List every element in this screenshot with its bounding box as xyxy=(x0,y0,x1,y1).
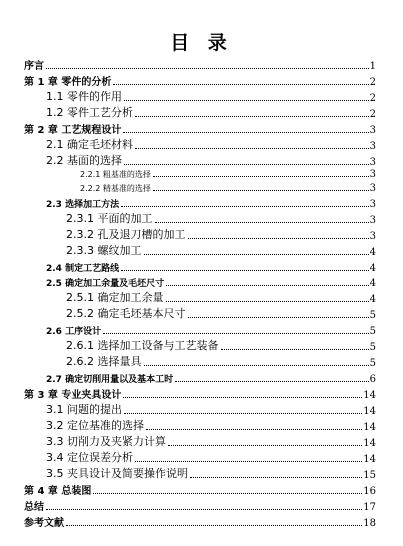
toc-entry-label: 2.4 制定工艺路线 xyxy=(46,264,120,274)
toc-entry-label: 第 3 章 专业夹具设计 xyxy=(24,390,122,401)
toc-entry-3-2[interactable] xyxy=(46,417,376,433)
toc-page-number: 14 xyxy=(363,422,376,433)
dot-leader xyxy=(166,300,369,302)
toc-page-number: 17 xyxy=(363,502,376,513)
toc-page-number: 5 xyxy=(369,310,376,321)
dot-leader xyxy=(135,460,362,462)
toc-entry-chapter-4[interactable] xyxy=(24,481,376,497)
toc-entry-label: 2.6.1 选择加工设备与工艺装备 xyxy=(66,339,219,352)
toc-entry-2-5[interactable] xyxy=(46,273,376,289)
toc-entry-1-2[interactable] xyxy=(46,104,376,120)
toc-page-number: 3 xyxy=(369,125,376,136)
dot-leader xyxy=(155,221,369,223)
toc-page-number: 5 xyxy=(369,342,376,353)
dot-leader xyxy=(113,83,368,85)
dot-leader xyxy=(103,332,369,334)
toc-entry-1-1[interactable] xyxy=(46,88,376,104)
toc-page-number: 5 xyxy=(369,326,376,337)
toc-entry-2-3[interactable] xyxy=(46,194,376,210)
dot-leader xyxy=(93,492,362,494)
toc-entry-label: 第 4 章 总装图 xyxy=(24,486,92,497)
toc-page-number: 3 xyxy=(369,231,376,242)
toc-entry-label: 2.5 确定加工余量及毛坯尺寸 xyxy=(46,279,165,289)
toc-entry-label: 2.6.2 选择量具 xyxy=(66,355,142,368)
dot-leader xyxy=(46,508,362,510)
toc-page-number: 3 xyxy=(369,183,376,194)
dot-leader xyxy=(135,115,369,117)
toc-entry-label: 2.5.2 确定毛坯基本尺寸 xyxy=(66,307,186,320)
toc-entry-chapter-1[interactable] xyxy=(24,72,376,88)
toc-entry-label: 3.3 切削力及夹紧力计算 xyxy=(46,435,166,448)
dot-leader xyxy=(124,163,369,165)
toc-page-number: 6 xyxy=(369,374,376,385)
toc-entry-label: 2.2.1 粗基准的选择 xyxy=(80,170,151,179)
dot-leader xyxy=(168,444,362,446)
toc-page-number: 5 xyxy=(369,358,376,369)
toc-entry-2-3-3[interactable] xyxy=(66,242,376,258)
dot-leader xyxy=(121,205,369,207)
dot-leader xyxy=(123,131,368,133)
toc-entry-3-5[interactable] xyxy=(46,465,376,481)
toc-entry-label: 序言 xyxy=(24,61,44,72)
toc-entry-2-2-1[interactable] xyxy=(80,166,376,180)
toc-entry-references[interactable] xyxy=(24,513,376,529)
toc-page-number: 3 xyxy=(369,141,376,152)
dot-leader xyxy=(188,316,369,318)
toc-entry-summary[interactable] xyxy=(24,497,376,513)
toc-page-number: 2 xyxy=(369,93,376,104)
toc-entry-label: 2.5.1 确定加工余量 xyxy=(66,291,164,304)
dot-leader xyxy=(175,380,369,382)
toc-page-number: 4 xyxy=(369,294,376,305)
dot-leader xyxy=(123,396,362,398)
toc-page-number: 1 xyxy=(369,61,376,72)
toc-entry-2-5-1[interactable] xyxy=(66,289,376,305)
dot-leader xyxy=(121,269,369,271)
toc-page-number: 14 xyxy=(363,406,376,417)
toc-entry-label: 第 1 章 零件的分析 xyxy=(24,77,112,88)
toc-entry-label: 2.3 选择加工方法 xyxy=(46,200,120,210)
toc-entry-2-3-2[interactable] xyxy=(66,226,376,242)
dot-leader xyxy=(146,428,362,430)
dot-leader xyxy=(144,253,369,255)
toc-entry-2-6-1[interactable] xyxy=(66,337,376,353)
toc-entry-3-4[interactable] xyxy=(46,449,376,465)
toc-entry-label: 1.2 零件工艺分析 xyxy=(46,106,133,119)
dot-leader xyxy=(153,189,369,191)
dot-leader xyxy=(166,284,369,286)
dot-leader xyxy=(46,67,369,69)
toc-page-number: 14 xyxy=(363,454,376,465)
dot-leader xyxy=(221,348,369,350)
toc-entry-label: 3.1 问题的提出 xyxy=(46,403,122,416)
toc-entry-preface[interactable] xyxy=(24,56,376,72)
dot-leader xyxy=(153,175,369,177)
dot-leader xyxy=(190,476,362,478)
toc-entry-2-6-2[interactable] xyxy=(66,353,376,369)
toc-entry-label: 第 2 章 工艺规程设计 xyxy=(24,125,122,136)
toc-page-number: 14 xyxy=(363,438,376,449)
toc-entry-label: 参考文献 xyxy=(24,518,64,529)
dot-leader xyxy=(144,364,369,366)
toc-entry-3-3[interactable] xyxy=(46,433,376,449)
toc-entry-label: 2.3.2 孔及退刀槽的加工 xyxy=(66,228,186,241)
toc-entry-label: 2.3.1 平面的加工 xyxy=(66,212,153,225)
toc-page-number: 14 xyxy=(363,390,376,401)
toc-entry-2-3-1[interactable] xyxy=(66,210,376,226)
toc-entry-2-1[interactable] xyxy=(46,136,376,152)
toc-entry-chapter-3[interactable] xyxy=(24,385,376,401)
toc-entry-label: 3.2 定位基准的选择 xyxy=(46,419,144,432)
toc-entry-label: 2.6 工序设计 xyxy=(46,327,102,337)
toc-entry-label: 2.3.3 螺纹加工 xyxy=(66,244,142,257)
toc-entry-label: 2.1 确定毛坯材料 xyxy=(46,138,133,151)
toc-entry-label: 3.4 定位误差分析 xyxy=(46,451,133,464)
toc-entry-2-7[interactable] xyxy=(46,369,376,385)
toc-page-number: 4 xyxy=(369,278,376,289)
toc-entry-2-2-2[interactable] xyxy=(80,180,376,194)
toc-entry-2-4[interactable] xyxy=(46,258,376,274)
toc-page-number: 15 xyxy=(363,470,376,481)
page-title: 目 录 xyxy=(170,32,233,54)
dot-leader xyxy=(124,412,362,414)
dot-leader xyxy=(135,147,369,149)
dot-leader xyxy=(124,99,369,101)
toc-page-number: 18 xyxy=(363,518,376,529)
toc-entry-label: 1.1 零件的作用 xyxy=(46,90,122,103)
toc-page-number: 3 xyxy=(369,157,376,168)
toc-entry-2-6[interactable] xyxy=(46,321,376,337)
toc-page-number: 2 xyxy=(369,77,376,88)
toc-page-number: 3 xyxy=(369,199,376,210)
toc-entry-label: 3.5 夹具设计及简要操作说明 xyxy=(46,467,188,480)
toc-entry-label: 2.7 确定切削用量以及基本工时 xyxy=(46,375,174,385)
toc-entry-2-5-2[interactable] xyxy=(66,305,376,321)
toc-entry-chapter-2[interactable] xyxy=(24,120,376,136)
toc-page-number: 3 xyxy=(369,169,376,180)
dot-leader xyxy=(66,524,362,526)
toc-page-number: 4 xyxy=(369,263,376,274)
toc-entry-label: 2.2 基面的选择 xyxy=(46,154,122,167)
toc-page-number: 16 xyxy=(363,486,376,497)
toc-entry-label: 总结 xyxy=(24,502,44,513)
toc-entry-3-1[interactable] xyxy=(46,401,376,417)
toc-page-number: 4 xyxy=(369,247,376,258)
toc-page-number: 2 xyxy=(369,109,376,120)
dot-leader xyxy=(188,237,369,239)
toc-page-number: 3 xyxy=(369,215,376,226)
toc-entry-label: 2.2.2 精基准的选择 xyxy=(80,184,151,193)
